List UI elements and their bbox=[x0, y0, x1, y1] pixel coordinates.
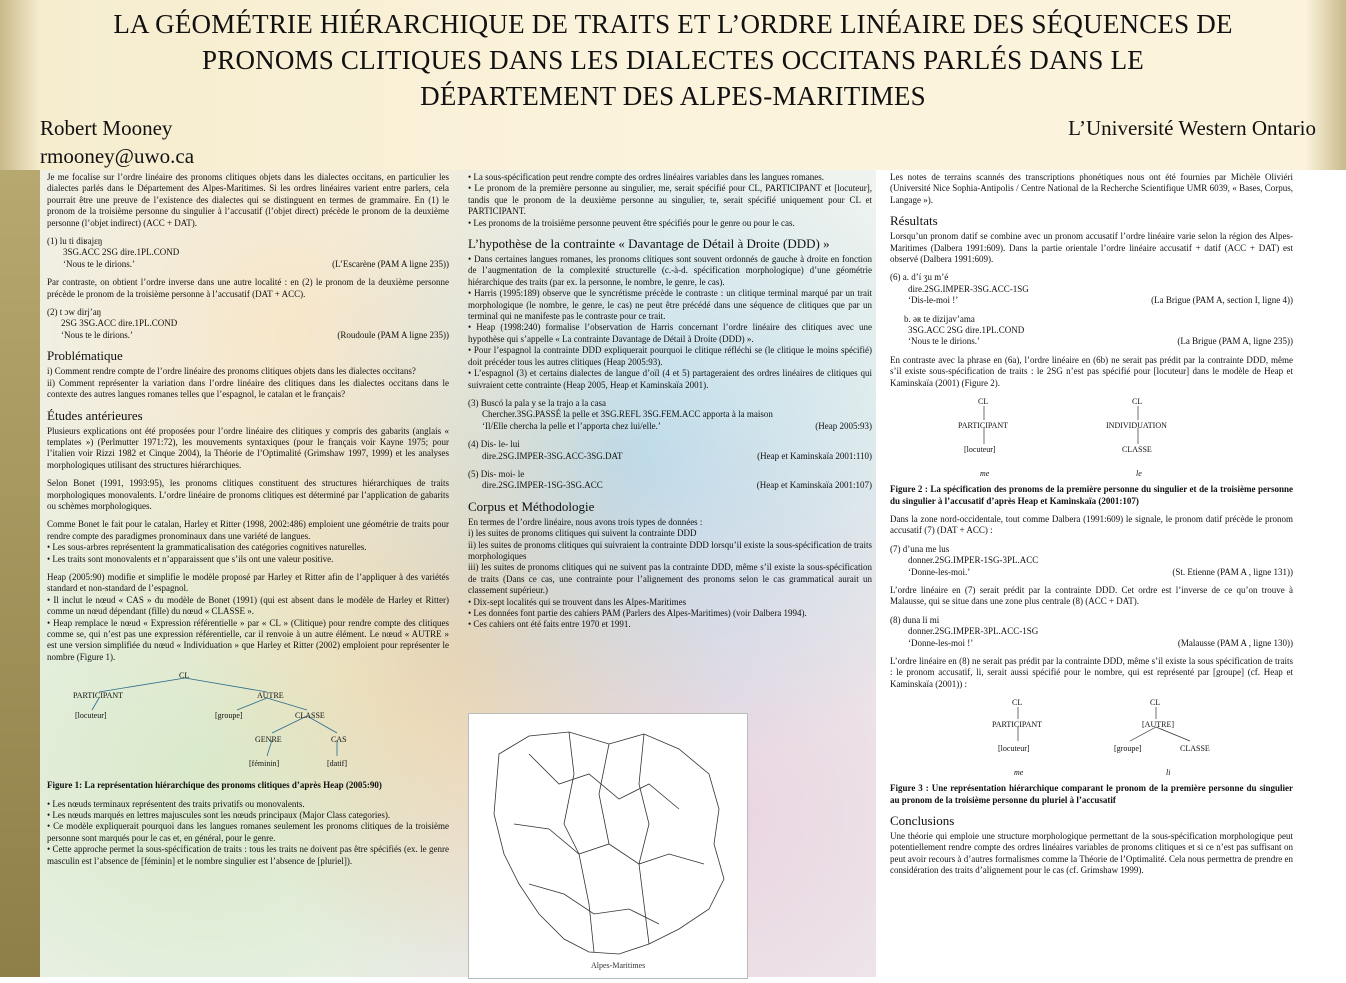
heading-resultats: Résultats bbox=[890, 213, 938, 229]
example-line: (8) duna li mi bbox=[890, 614, 940, 625]
example-line: (5) Dis- moi- le bbox=[468, 468, 525, 479]
example-source: (Heap et Kaminskaïa 2001:107) bbox=[756, 480, 872, 491]
example-source: (Heap et Kaminskaïa 2001:110) bbox=[757, 450, 872, 461]
tree-node: CL bbox=[1012, 698, 1023, 708]
map-caption: Alpes-Maritimes bbox=[591, 961, 646, 970]
example-3 bbox=[468, 398, 872, 432]
tree-node: [groupe] bbox=[215, 711, 243, 721]
example-4 bbox=[468, 439, 872, 462]
intro-paragraph: Je me focalise sur l’ordre linéaire des pronoms clitiques objets dans les dialectes occitans, en particulier les dialectes parlés dans le Département des Alpes-Maritimes. Si les ordres linéaires varient entre parlers, cela pourrait être une preuve de l’existence des dialectes qui se distinguent en termes de grammaire. En (1) le pronom de la troisième personne du singulier à l’accusatif (l’objet direct) précède le pronom de la deuxième personne (l’objet indirect) (ACC + DAT). bbox=[47, 172, 449, 228]
heading-etudes: Études antérieures bbox=[47, 407, 143, 423]
tree-node: CL bbox=[1150, 698, 1161, 708]
figure-1-caption: Figure 1: La représentation hiérarchique des pronoms clitiques d’après Heap (2005:90) bbox=[47, 780, 382, 791]
alpes-maritimes-map bbox=[468, 713, 748, 979]
example-translation: ‘Donne-les-moi !’ bbox=[908, 637, 974, 648]
author-name: Robert Mooney bbox=[40, 116, 173, 140]
figure-3-caption: Figure 3 : Une représentation hiérarchique comparant le pronom de la première personne du singulier au pronom de la troisième personne du pluriel à l’accusatif bbox=[890, 783, 1293, 805]
heading-corpus: Corpus et Méthodologie bbox=[468, 498, 595, 514]
figure-1-notes: • Les nœuds terminaux représentent des traits privatifs ou monovalents. • Les nœuds marqués en lettres majuscules sont les nœuds principaux (Major Class categories). • Ce modèle expliquerait pourquoi dans les langues romanes seulement les pronoms clitiques de la troisième personne sont marqués pour le cas et, en général, pour le genre. • Cette approche permet la sous-spécification de traits : tous les traits ne doivent pas être spécifiés (ex. le genre masculin est l’absence de [féminin] et le nombre singulier est l’absence de [pluriel]). bbox=[47, 798, 449, 866]
paragraph: • La sous-spécification peut rendre compte des ordres linéaires variables dans les langues romanes. • Le pronom de la première personne au singulier, me, serait spécifié pour CL, PARTICIPANT et [locuteur], tandis que le pronom de la deuxième personne au singulier, te, serait spécifié uniquement pour CL et PARTICIPANT. • Les pronoms de la troisième personne peuvent être spécifiés pour le genre ou pour le cas. bbox=[468, 172, 872, 228]
example-line: (4) Dis- le- lui bbox=[468, 439, 520, 450]
figure-3-lines bbox=[890, 697, 1290, 783]
resultats-paragraph: L’ordre linéaire en (8) ne serait pas prédit par la contrainte DDD, même s’il existe la sous spécification de traits : le pronom accusatif, li, serait aussi spécifié pour le nombre, qui est représenté par [groupe] (cf. Heap et Kaminskaïa (2001)) : bbox=[890, 655, 1293, 689]
tree-node: [féminin] bbox=[249, 759, 280, 769]
tree-node: INDIVIDUATION bbox=[1106, 421, 1167, 431]
title-line: DÉPARTEMENT DES ALPES-MARITIMES bbox=[420, 81, 926, 111]
example-gloss: 2SG 3SG.ACC dire.1PL.COND bbox=[61, 318, 178, 329]
etudes-paragraph: Comme Bonet le fait pour le catalan, Harley et Ritter (1998, 2002:486) emploient une géométrie de traits pour rendre compte des paradigmes pronominaux dans une variété de langues. • Les sous-arbres représentent la grammaticalisation des catégories cognitives naturelles. • Les traits sont monovalents et n’apparaissent que s’ils ont une valeur positive. bbox=[47, 519, 449, 564]
example-6b bbox=[890, 314, 1293, 348]
figure-3-tree bbox=[890, 697, 1293, 783]
conclusions-text: Une théorie qui emploie une structure morphologique permettant de la sous-spécification morphologique peut potentiellement rendre compte des ordres linéaires variables de pronoms clitiques et si ce n’est pas suffisant on peut avoir recours à d’autres formalismes comme la Théorie de l’Optimalité. Cela nous permettra de prendre en considération des traits d’alignement pour le cas (cf. Grimshaw 1999). bbox=[890, 831, 1293, 876]
heading-problematique: Problématique bbox=[47, 348, 123, 364]
example-line: (3) Buscó la pala y se la trajo a la casa bbox=[468, 397, 606, 408]
column-middle bbox=[468, 172, 872, 712]
example-source: (La Brigue (PAM A, ligne 235)) bbox=[1177, 336, 1293, 347]
resultats-paragraph: En contraste avec la phrase en (6a), l’ordre linéaire en (6b) ne serait pas prédit par la contrainte DDD, même s’il existe sous-spécification de traits : le 2SG n’est pas spécifié pour [locuteur] dans le modèle de Heap et Kaminskaïa (2001) (Figure 2). bbox=[890, 354, 1293, 388]
problematique-text: i) Comment rendre compte de l’ordre linéaire des pronoms clitiques objets dans les dialectes occitans? ii) Comment représenter la variation dans l’ordre linéaire des clitiques dans les dialectes occitans dans le contexte des autres langues romanes telles que l’espagnol, le catalan et le français? bbox=[47, 366, 449, 400]
example-translation: ‘Nous te le dirions.’ bbox=[61, 329, 133, 340]
tree-node: le bbox=[1136, 469, 1142, 479]
example-translation: ‘Il/Elle chercha la pelle et l’apporta chez lui/elle.’ bbox=[482, 420, 661, 431]
example-translation: ‘Dis-le-moi !’ bbox=[908, 295, 959, 306]
heading-conclusions: Conclusions bbox=[890, 813, 955, 828]
tree-node: CL bbox=[1132, 397, 1143, 407]
example-translation: ‘Nous te le dirions.’ bbox=[63, 258, 135, 269]
tree-node: PARTICIPANT bbox=[958, 421, 1009, 431]
paragraph: Par contraste, on obtient l’ordre inverse dans une autre localité : en (2) le pronom de la deuxième personne précède le pronom de la troisième personne à l’accusatif (DAT + ACC). bbox=[47, 277, 449, 299]
tree-node: CL bbox=[978, 397, 989, 407]
tree-node: me bbox=[980, 469, 990, 479]
tree-node: [locuteur] bbox=[998, 744, 1030, 754]
university-name: L’Université Western Ontario bbox=[1068, 116, 1316, 140]
example-gloss: Chercher.3SG.PASSÉ la pelle et 3SG.REFL 3SG.FEM.ACC apporta à la maison bbox=[482, 409, 773, 420]
poster-header bbox=[0, 0, 1346, 170]
example-translation: ‘Donne-les-moi.’ bbox=[908, 566, 971, 577]
tree-node: PARTICIPANT bbox=[992, 720, 1043, 730]
example-2 bbox=[47, 307, 449, 341]
resultats-paragraph: Dans la zone nord-occidentale, tout comme Dalbera (1991:609) le signale, le pronom datif précède le pronom accusatif (7) (DAT + ACC) : bbox=[890, 513, 1293, 536]
example-line: (6) a. dʼí ʒu mʼé bbox=[890, 272, 949, 283]
figure-2-lines bbox=[890, 396, 1290, 484]
poster-title bbox=[0, 6, 1346, 114]
heading-ddd: L’hypothèse de la contrainte « Davantage de Détail à Droite (DDD) » bbox=[468, 236, 830, 252]
example-line: (7) d’una me lus bbox=[890, 543, 950, 554]
example-7 bbox=[890, 544, 1293, 578]
etudes-paragraph: Selon Bonet (1991, 1993:95), les pronoms clitiques constituent des structures hiérarchiques de traits morphologiques monovalents. L’ordre linéaire de pronoms clitiques est déterminé par l’application de gabarits ou schèmes morphologiques. bbox=[47, 478, 449, 511]
example-gloss: dire.2SG.IMPER-1SG-3SG.ACC bbox=[482, 480, 603, 491]
tree-node: [locuteur] bbox=[75, 711, 107, 721]
tree-node: [groupe] bbox=[1114, 744, 1142, 754]
example-source: (La Brigue (PAM A, section I, ligne 4)) bbox=[1151, 295, 1293, 306]
example-5 bbox=[468, 469, 872, 492]
example-source: (Heap 2005:93) bbox=[815, 420, 872, 431]
example-8 bbox=[890, 615, 1293, 649]
tree-node: CLASSE bbox=[1180, 744, 1210, 754]
resultats-paragraph: L’ordre linéaire en (7) serait prédit par la contrainte DDD. Cet ordre est l’inverse de ce qu’on trouve à Malausse, qui se situe dans une zone plus centrale (8) (ACC + DAT). bbox=[890, 584, 1293, 607]
tree-node: CAS bbox=[331, 735, 347, 745]
example-source: (L’Escarène (PAM A ligne 235)) bbox=[332, 258, 449, 269]
figure-2-tree bbox=[890, 396, 1293, 484]
example-line: (1) lu ti diʁajɛŋ bbox=[47, 236, 103, 247]
tree-node: [AUTRE] bbox=[1142, 720, 1174, 730]
corpus-text: En termes de l’ordre linéaire, nous avons trois types de données : i) les suites de pronoms clitiques qui suivent la contrainte DDD ii) les suites de pronoms clitiques qui suivraient la contrainte DDD lorsqu’il existe la sous-spécification de traits morphologiques iii) les suites de pronoms clitiques qui ne suivent pas la contrainte DDD, même s’il existe la sous-spécification de traits (Dans ce cas, une contrainte pour l’alignement des pronoms selon le cas grammatical aurait un classement supérieur.) • Dix-sept localités qui se trouvent dans les Alpes-Maritimes • Les données font partie des cahiers PAM (Parlers des Alpes-Maritimes) (voir Dalbera 1994). • Ces cahiers ont été faits entre 1970 et 1991. bbox=[468, 516, 872, 630]
example-source: (Malausse (PAM A , ligne 130)) bbox=[1177, 637, 1293, 648]
author-email[interactable]: rmooney@uwo.ca bbox=[40, 144, 195, 168]
tree-node: AUTRE bbox=[257, 691, 284, 701]
tree-node: PARTICIPANT bbox=[73, 691, 124, 701]
column-right bbox=[890, 172, 1293, 884]
example-line: b. əʀ te dizijavʼama bbox=[904, 313, 975, 324]
etudes-paragraph: Heap (2005:90) modifie et simplifie le modèle proposé par Harley et Ritter afin de l’appliquer à des variétés standard et non-standard de l’espagnol. • Il inclut le nœud « CAS » du modèle de Bonet (1991) (qui est absent dans le modèle de Harley et Ritter) comme un nœud dépendant (fille) du nœud « CLASSE ». • Heap remplace le nœud « Expression référentielle » par « CL » (Clitique) pour rendre compte des clitiques comme se, qui n’est pas une expression référentielle, car il renvoie à un autre élément. Le nœud « AUTRE » est une version simplifiée du nœud « Individuation » que Harley et Ritter (2002) emploient pour représenter le nombre (Figure 1). bbox=[47, 571, 449, 662]
example-source: (Roudoule (PAM A ligne 235)) bbox=[337, 329, 449, 340]
tree-node: CL bbox=[179, 671, 190, 681]
example-gloss: donner.2SG.IMPER-3PL.ACC-1SG bbox=[908, 626, 1039, 637]
tree-node: me bbox=[1014, 768, 1024, 778]
example-gloss: dire.2SG.IMPER-3SG.ACC-1SG bbox=[908, 283, 1029, 294]
ddd-text: • Dans certaines langues romanes, les pronoms clitiques sont souvent ordonnés de gauche à droite en fonction de l’augmentation de la complexité structurelle (c.-à-d. spécification morphologique) d’une géométrie hiérarchique des traits (par ex. la personne, le nombre, le genre, le cas). • Harris (1995:189) observe que le syncrétisme précède le contraste : un clitique terminal marqué par un trait morphologique (le nombre, le genre, le cas) ne peut être précédé dans une séquence de clitiques que par un terminal qui ne manifeste pas le contraste pour ce trait. • Heap (1998:240) formalise l’observation de Harris concernant l’ordre linéaire des clitiques avec une hypothèse qui s’appelle « La contrainte Davantage de Détail à Droite (DDD) ». • Pour l’espagnol la contrainte DDD expliquerait pourquoi le clitique réfléchi se (le clitique le moins spécifié) doit précéder tous les autres clitiques (Heap 2005:93). • L’espagnol (3) et certains dialectes de langue d’oïl (4 et 5) partageraient des ordres linéaires de clitiques qui suivraient cette contrainte (Heap 2005, Heap et Kaminskaïa 2001). bbox=[468, 254, 872, 390]
figure-1-tree bbox=[47, 670, 449, 780]
title-line: LA GÉOMÉTRIE HIÉRARCHIQUE DE TRAITS ET L’ORDRE LINÉAIRE DES SÉQUENCES DE bbox=[113, 9, 1233, 39]
example-gloss: 3SG.ACC 2SG dire.1PL.COND bbox=[908, 325, 1025, 336]
tree-node: [datif] bbox=[327, 759, 347, 769]
example-source: (St. Etienne (PAM A , ligne 131)) bbox=[1172, 566, 1293, 577]
notes-paragraph: Les notes de terrains scannés des transcriptions phonétiques nous ont été fournies par Michèle Oliviéri (Université Nice Sophia-Antipolis / Centre National de la Recherche Scientifique UMR 6039, « Bases, Corpus, Langage »). bbox=[890, 172, 1293, 205]
example-gloss: 3SG.ACC 2SG dire.1PL.COND bbox=[63, 247, 180, 258]
title-line: PRONOMS CLITIQUES DANS LES DIALECTES OCCITANS PARLÉS DANS LE bbox=[202, 45, 1144, 75]
column-left bbox=[47, 172, 449, 874]
tree-node: CLASSE bbox=[1122, 445, 1152, 455]
tree-node: CLASSE bbox=[295, 711, 325, 721]
figure-1-lines bbox=[47, 670, 447, 780]
example-1 bbox=[47, 236, 449, 270]
example-6a bbox=[890, 272, 1293, 306]
map-outline bbox=[469, 714, 747, 978]
example-gloss: dire.2SG.IMPER-3SG.ACC-3SG.DAT bbox=[482, 450, 623, 461]
example-translation: ‘Nous te le dirions.’ bbox=[908, 336, 980, 347]
tree-node: GENRE bbox=[255, 735, 282, 745]
decorative-strip bbox=[0, 170, 40, 977]
tree-node: li bbox=[1166, 768, 1171, 778]
example-line: (2) t ɔw dirjʼaŋ bbox=[47, 307, 102, 318]
figure-2-caption: Figure 2 : La spécification des pronoms de la première personne du singulier et de la troisième personne du singulier à l’accusatif d’après Heap et Kaminskaïa (2001:107) bbox=[890, 484, 1293, 506]
example-gloss: donner.2SG.IMPER-1SG-3PL.ACC bbox=[908, 555, 1039, 566]
tree-node: [locuteur] bbox=[964, 445, 996, 455]
resultats-paragraph: Lorsqu’un pronom datif se combine avec un pronom accusatif l’ordre linéaire varie selon la région des Alpes-Maritimes (Dalbera 1991:609). Dans la partie orientale l’ordre linéaire accusatif + datif (ACC + DAT) est observé (Dalbera 1991:609). bbox=[890, 231, 1293, 265]
etudes-paragraph: Plusieurs explications ont été proposées pour l’ordre linéaire des clitiques y compris des gabarits (anglais « templates ») (Perlmutter 1971:72), les mouvements syntaxiques (pour le français voir Kayne 1975; pour l’italien voir Rizzi 1982 et Cinque 2004), la Théorie de l’Optimalité (Grimshaw 1997, 1999) et les analyses morphologiques utilisant des structures hiérarchiques. bbox=[47, 425, 449, 470]
